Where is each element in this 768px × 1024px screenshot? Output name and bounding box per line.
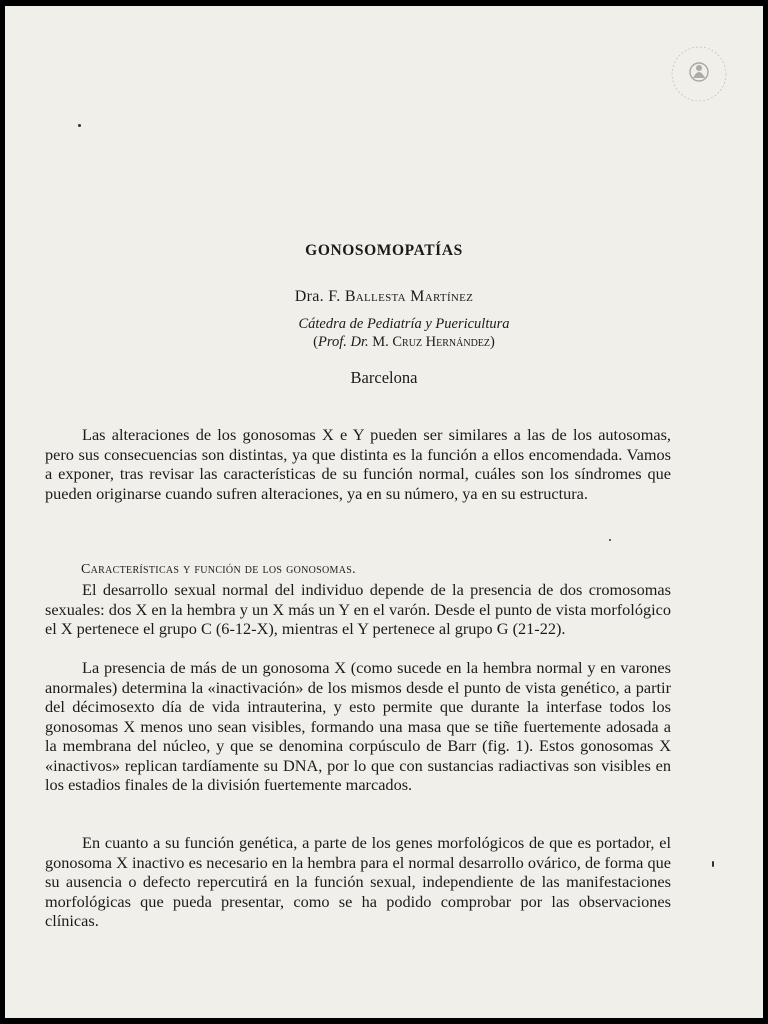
author-prefix: Dra. F. [294, 288, 345, 305]
affiliation-open: ( [313, 334, 318, 350]
affiliation-prof-name: M. Cruz Hernández) [368, 334, 495, 350]
author-name: Ballesta Martínez [344, 288, 474, 305]
document-page [5, 6, 763, 1018]
body-paragraph-1: El desarrollo sexual normal del individuo depende de la presencia de dos cromosomas sexuales: dos X en la hembra y un X más un Y en el varón. Desde el punto de vista morfológico el X pertenece el grupo C (6-12-X), mientras el Y pertenece al grupo G (21-22). [45, 580, 671, 638]
speck-mark [712, 861, 714, 867]
speck-mark [78, 124, 81, 127]
affiliation-department: Cátedra de Pediatría y Puericultura [298, 316, 510, 332]
intro-paragraph: Las alteraciones de los gonosomas X e Y pueden ser similares a las de los autosomas, pero sus consecuencias son distintas, ya que distinta es la función a ellos encomendada. Vamos a exponer, tras revisar las características de su función normal, cuáles son los síndromes que pueden originarse cuando sufren alteraciones, ya en su número, ya en su estructura. [45, 425, 671, 503]
affiliation-city: Barcelona [350, 368, 418, 387]
affiliation-prof-title: Prof. Dr. [317, 334, 369, 350]
author-line [5, 288, 763, 306]
speck-mark [609, 539, 611, 541]
article-title: GONOSOMOPATÍAS [305, 242, 463, 259]
body-paragraph-3: En cuanto a su función genética, a parte de los genes morfológicos de que es portador, el gonosoma X inactivo es necesario en la hembra para el normal desarrollo ovárico, de forma que su ausencia o defecto repercutirá en la función sexual, independiente de las manifestaciones morfológicas que pueda presentar, como se ha podido comprobar por las observaciones clínicas. [45, 833, 671, 930]
library-seal-stamp [665, 40, 733, 108]
affiliation-professor [5, 334, 763, 351]
section-heading: Características y función de los gonosomas. [81, 562, 356, 577]
body-paragraph-2: La presencia de más de un gonosoma X (como sucede en la hembra normal y en varones anormales) determina la «inactivación» de los mismos desde el punto de vista genético, a partir del décimosexto día de vida intrauterina, y esto permite que durante la interfase todos los gonosomas X menos uno sean visibles, formando una masa que se tiñe fuertemente adosada a la membrana del núcleo, y que se denomina corpúsculo de Barr (fig. 1). Estos gonosomas X «inactivos» replican tardíamente su DNA, por lo que con sustancias radiactivas son visibles en los estadios finales de la división fuertemente marcados. [45, 658, 671, 794]
